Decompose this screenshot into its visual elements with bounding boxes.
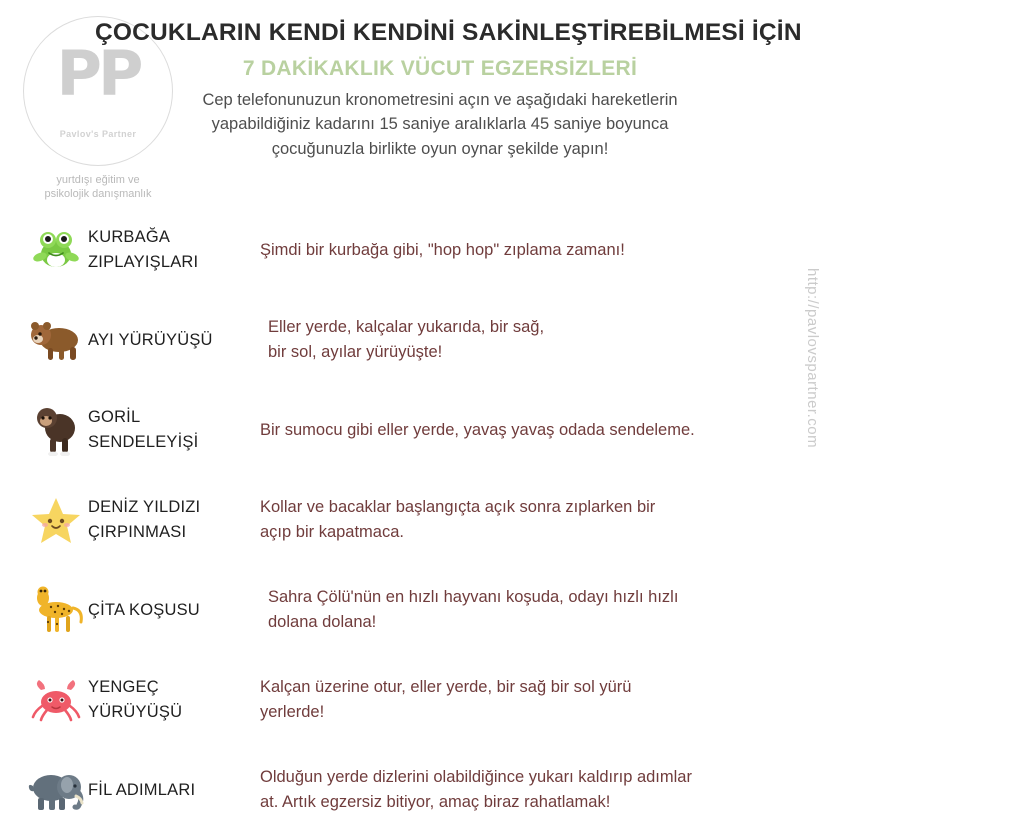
logo-tagline-line-1: yurtdışı eğitim ve <box>56 174 140 186</box>
exercise-name <box>88 675 260 725</box>
exercise-desc-line-1: Bir sumocu gibi eller yerde, yavaş yavaş odada sendeleme. <box>260 420 695 439</box>
frog-icon <box>24 227 88 273</box>
exercise-row-kurbaga-ziplayislari <box>0 205 1028 295</box>
exercise-desc-line-2: at. Artık egzersiz bitiyor, amaç biraz rahatlamak! <box>260 793 611 811</box>
exercise-name-line-1: ÇİTA KOŞUSU <box>88 600 200 619</box>
exercise-description <box>260 495 1028 545</box>
exercise-desc-line-1: Eller yerde, kalçalar yukarıda, bir sağ, <box>268 318 545 337</box>
exercise-name-line-1: FİL ADIMLARI <box>88 780 196 799</box>
exercise-desc-line-1: Kalçan üzerine otur, eller yerde, bir sağ bir sol yürü <box>260 678 632 697</box>
exercise-desc-line-1: Şimdi bir kurbağa gibi, "hop hop" zıplama zamanı! <box>260 240 625 259</box>
exercise-name-line-2: SENDELEYİŞİ <box>88 433 199 451</box>
exercise-name-line-1: KURBAĞA <box>88 228 171 247</box>
exercise-row-cita-kosusu <box>0 565 1028 655</box>
poster-header <box>95 18 802 161</box>
exercise-description <box>260 585 1028 635</box>
cheetah-icon <box>24 584 88 636</box>
exercise-name-line-2: ZIPLAYIŞLARI <box>88 253 199 271</box>
exercise-row-yengec-yuruyusu <box>0 655 1028 745</box>
exercise-name-line-1: GORİL <box>88 408 141 427</box>
exercise-desc-line-1: Sahra Çölü'nün en hızlı hayvanı koşuda, odayı hızlı hızlı <box>268 588 679 607</box>
exercise-name-line-2: ÇIRPINMASI <box>88 523 187 541</box>
exercise-row-fil-adimlari <box>0 745 1028 835</box>
exercise-name-line-1: YENGEÇ <box>88 678 159 697</box>
exercise-description <box>260 675 1028 725</box>
exercise-row-deniz-yildizi-cirpinmasi <box>0 475 1028 565</box>
page-title: ÇOCUKLARIN KENDİ KENDİNİ SAKİNLEŞTİREBİLMESİ İÇİN <box>95 19 802 46</box>
exercise-name-line-2: YÜRÜYÜŞÜ <box>88 703 183 721</box>
exercise-name <box>88 598 260 623</box>
exercise-row-goril-sendeleyisi <box>0 385 1028 475</box>
exercise-description <box>260 238 1028 263</box>
exercise-desc-line-2: bir sol, ayılar yürüyüşte! <box>268 343 443 361</box>
star-icon <box>24 495 88 545</box>
exercise-desc-line-2: yerlerde! <box>260 703 325 721</box>
exercise-row-ayi-yuruyusu <box>0 295 1028 385</box>
intro-paragraph <box>95 88 785 161</box>
logo-tagline <box>18 174 178 202</box>
crab-icon <box>24 678 88 722</box>
page-subtitle: 7 DAKİKAKLIK VÜCUT EGZERSİZLERİ <box>242 56 638 80</box>
exercise-desc-line-1: Olduğun yerde dizlerini olabildiğince yukarı kaldırıp adımlar <box>260 768 692 787</box>
intro-line-3: çocuğunuzla birlikte oyun oynar şekilde yapın! <box>271 139 609 158</box>
exercise-desc-line-2: dolana dolana! <box>268 613 377 631</box>
bear-icon <box>24 318 88 362</box>
exercise-name <box>88 495 260 545</box>
exercise-description <box>260 315 1028 365</box>
logo-monogram: PP <box>56 37 140 110</box>
exercise-name <box>88 405 260 455</box>
exercise-name <box>88 225 260 275</box>
intro-line-2: yapabildiğiniz kadarını 15 saniye aralıklarla 45 saniye boyunca <box>211 115 669 134</box>
exercise-name <box>88 328 260 353</box>
exercise-desc-line-1: Kollar ve bacaklar başlangıçta açık sonra zıplarken bir <box>260 498 656 517</box>
elephant-icon <box>24 768 88 812</box>
logo-brand-name: Pavlov's Partner <box>59 129 137 139</box>
logo-tagline-line-2: psikolojik danışmanlık <box>44 187 152 200</box>
exercise-name-line-1: AYI YÜRÜYÜŞÜ <box>88 330 213 349</box>
exercise-description <box>260 418 1028 443</box>
exercise-name <box>88 778 260 803</box>
exercise-list <box>0 205 1028 835</box>
site-watermark: http://pavlovspartner.com <box>804 268 821 449</box>
exercise-name-line-1: DENİZ YILDIZI <box>88 498 201 517</box>
intro-line-1: Cep telefonunuzun kronometresini açın ve aşağıdaki hareketlerin <box>202 90 678 109</box>
exercise-desc-line-2: açıp bir kapatmaca. <box>260 523 404 541</box>
gorilla-icon <box>24 404 88 456</box>
exercise-description <box>260 765 1028 815</box>
